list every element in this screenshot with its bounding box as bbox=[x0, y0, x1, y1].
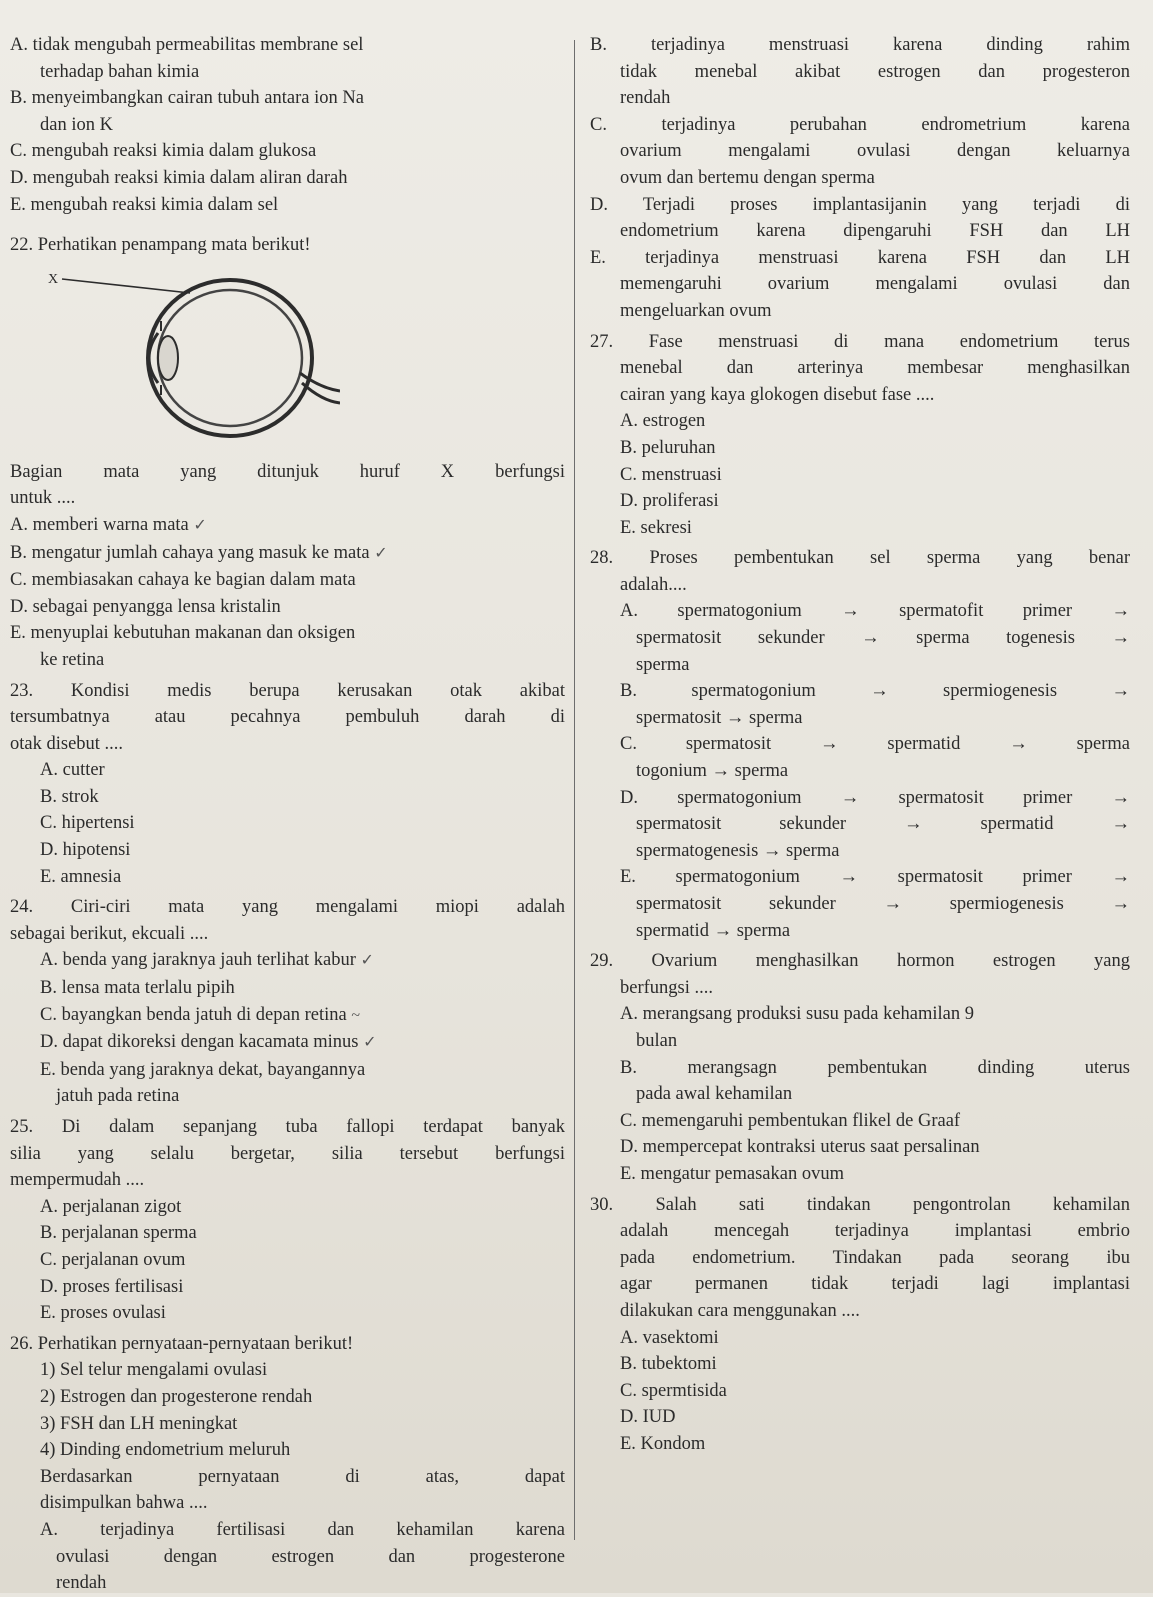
option-d bbox=[10, 1029, 565, 1057]
question-27 bbox=[590, 329, 1130, 542]
question-text-cont: untuk .... bbox=[10, 488, 76, 509]
option-b-cont: tidak menebal akibat estrogen dan progesteron bbox=[620, 61, 1130, 82]
question-stem-cont: cairan yang kaya glokogen disebut fase .... bbox=[620, 384, 935, 405]
question-stem-cont: agar permanen tidak terjadi lagi implantasi bbox=[620, 1274, 1130, 1295]
question-24 bbox=[10, 894, 565, 1110]
option-b: B. perjalanan sperma bbox=[40, 1223, 197, 1244]
option-e: E. Kondom bbox=[620, 1433, 706, 1454]
option-a-cont: rendah bbox=[56, 1573, 107, 1594]
option-d: D. proses fertilisasi bbox=[40, 1276, 184, 1297]
eye-cross-section-figure bbox=[40, 263, 565, 453]
option-c: C. spermtisida bbox=[620, 1380, 727, 1401]
option-a-cont: sperma bbox=[636, 654, 690, 675]
question-stem-cont: menebal dan arterinya membesar menghasilkan bbox=[620, 358, 1130, 379]
option-a bbox=[10, 512, 565, 540]
question-stem: 27. Fase menstruasi di mana endometrium terus bbox=[590, 331, 1130, 352]
option-e-cont: jatuh pada retina bbox=[56, 1086, 180, 1107]
option-a-cont: terhadap bahan kimia bbox=[40, 61, 200, 82]
pointer-label-x: X bbox=[48, 271, 59, 287]
question-stem: 30. Salah sati tindakan pengontrolan kehamilan bbox=[590, 1194, 1130, 1215]
option-e: E. amnesia bbox=[40, 866, 122, 887]
option-c: C. memengaruhi pembentukan flikel de Graaf bbox=[620, 1110, 961, 1131]
question-stem-cont: pada endometrium. Tindakan pada seorang ibu bbox=[620, 1247, 1130, 1268]
question-stem-cont: mempermudah .... bbox=[10, 1170, 145, 1191]
option-d: D. IUD bbox=[620, 1407, 676, 1428]
question-23 bbox=[10, 678, 565, 891]
option-a-text: A. memberi warna mata bbox=[10, 514, 189, 535]
option-e-cont: spermatosit sekunder → spermiogenesis → bbox=[636, 894, 1130, 914]
option-c: C. terjadinya perubahan endrometrium karena bbox=[590, 114, 1130, 135]
question-text-cont: disimpulkan bahwa .... bbox=[40, 1493, 208, 1514]
option-e-cont: memengaruhi ovarium mengalami ovulasi dan bbox=[620, 274, 1130, 295]
question-stem-cont: otak disebut .... bbox=[10, 733, 124, 754]
option-a-cont: ovulasi dengan estrogen dan progesterone bbox=[56, 1546, 565, 1567]
option-a: A. cutter bbox=[40, 760, 105, 781]
option-c bbox=[10, 1002, 565, 1030]
option-e: E. mengubah reaksi kimia dalam sel bbox=[10, 194, 279, 215]
question-stem-cont: berfungsi .... bbox=[620, 977, 713, 998]
option-c: C. mengubah reaksi kimia dalam glukosa bbox=[10, 141, 317, 162]
question-stem: 23. Kondisi medis berupa kerusakan otak akibat bbox=[10, 680, 565, 701]
option-d-cont: spermatosit sekunder → spermatid → bbox=[636, 814, 1130, 835]
question-stem-cont: dilakukan cara menggunakan .... bbox=[620, 1300, 860, 1321]
option-b: B. strok bbox=[40, 786, 99, 807]
eye-diagram bbox=[40, 263, 340, 453]
option-d-cont: spermatogenesis → sperma bbox=[636, 840, 840, 861]
option-d-cont: endometrium karena dipengaruhi FSH dan LH bbox=[620, 221, 1130, 242]
question-stem: 28. Proses pembentukan sel sperma yang benar bbox=[590, 548, 1130, 569]
question-stem-cont: adalah.... bbox=[620, 574, 687, 595]
option-a-text: A. benda yang jaraknya jauh terlihat kabur bbox=[40, 950, 356, 971]
question-30 bbox=[590, 1192, 1130, 1458]
option-e-cont: mengeluarkan ovum bbox=[620, 300, 772, 321]
question-29 bbox=[590, 948, 1130, 1187]
column-divider bbox=[574, 40, 575, 1540]
question-stem-cont: tersumbatnya atau pecahnya pembuluh darah di bbox=[10, 707, 565, 728]
statement-3: 3) FSH dan LH meningkat bbox=[40, 1413, 238, 1434]
question-stem-cont: adalah mencegah terjadinya implantasi embrio bbox=[620, 1221, 1130, 1242]
statement-4: 4) Dinding endometrium meluruh bbox=[40, 1440, 291, 1461]
left-column bbox=[10, 32, 565, 1597]
option-d: D. proliferasi bbox=[620, 491, 719, 512]
tilde-mark-icon: ~ bbox=[351, 1006, 360, 1024]
option-e: E. menyuplai kebutuhan makanan dan oksigen bbox=[10, 623, 356, 644]
option-b: B. spermatogonium → spermiogenesis → bbox=[620, 681, 1130, 702]
option-c-text: C. bayangkan benda jatuh di depan retina bbox=[40, 1004, 347, 1025]
question-22 bbox=[10, 232, 565, 673]
check-mark-icon: ✓ bbox=[193, 516, 207, 534]
option-b-cont: pada awal kehamilan bbox=[636, 1084, 793, 1105]
option-d: D. sebagai penyangga lensa kristalin bbox=[10, 596, 281, 617]
option-b-cont: dan ion K bbox=[40, 114, 113, 135]
question-stem-cont: sebagai berikut, ekcuali .... bbox=[10, 923, 209, 944]
option-e: E. proses ovulasi bbox=[40, 1303, 166, 1324]
option-a-cont: spermatosit sekunder → sperma togenesis → bbox=[636, 628, 1130, 649]
question-26 bbox=[10, 1331, 565, 1597]
question-text: Bagian mata yang ditunjuk huruf X berfungsi bbox=[10, 461, 565, 482]
right-column bbox=[590, 32, 1130, 1457]
option-e: E. mengatur pemasakan ovum bbox=[620, 1163, 844, 1184]
option-a: A. spermatogonium → spermatofit primer → bbox=[620, 601, 1130, 622]
statement-1: 1) Sel telur mengalami ovulasi bbox=[40, 1360, 268, 1381]
option-b-text: B. mengatur jumlah cahaya yang masuk ke mata bbox=[10, 542, 370, 563]
option-d: D. spermatogonium → spermatosit primer → bbox=[620, 787, 1130, 808]
option-b: B. tubektomi bbox=[620, 1354, 717, 1375]
option-b: B. menyeimbangkan cairan tubuh antara ion Na bbox=[10, 88, 364, 109]
q21-options bbox=[10, 32, 565, 218]
question-stem-cont: silia yang selalu bergetar, silia tersebut berfungsi bbox=[10, 1143, 565, 1164]
option-c-cont: ovum dan bertemu dengan sperma bbox=[620, 167, 875, 188]
option-d: D. mengubah reaksi kimia dalam aliran darah bbox=[10, 167, 348, 188]
option-b: B. lensa mata terlalu pipih bbox=[40, 978, 235, 999]
option-b-cont: rendah bbox=[620, 88, 671, 109]
option-a: A. perjalanan zigot bbox=[40, 1196, 182, 1217]
question-25 bbox=[10, 1114, 565, 1327]
option-c: C. hipertensi bbox=[40, 813, 135, 834]
option-c-cont: togonium → sperma bbox=[636, 761, 789, 782]
option-e: E. spermatogonium → spermatosit primer → bbox=[620, 867, 1130, 888]
option-b bbox=[10, 540, 565, 568]
option-c: C. perjalanan ovum bbox=[40, 1249, 186, 1270]
option-a: A. tidak mengubah permeabilitas membrane sel bbox=[10, 35, 364, 55]
option-a bbox=[10, 947, 565, 975]
option-e: E. terjadinya menstruasi karena FSH dan LH bbox=[590, 247, 1130, 268]
option-c-cont: ovarium mengalami ovulasi dengan keluarnya bbox=[620, 141, 1130, 162]
option-b: B. peluruhan bbox=[620, 437, 716, 458]
option-e: E. benda yang jaraknya dekat, bayangannya bbox=[40, 1059, 366, 1080]
check-mark-icon: ✓ bbox=[374, 544, 388, 562]
option-e: E. sekresi bbox=[620, 517, 692, 538]
option-a: A. estrogen bbox=[620, 411, 706, 432]
option-a: A. terjadinya fertilisasi dan kehamilan karena bbox=[40, 1519, 565, 1540]
question-stem: 24. Ciri-ciri mata yang mengalami miopi adalah bbox=[10, 897, 565, 918]
option-b: B. terjadinya menstruasi karena dinding rahim bbox=[590, 35, 1130, 55]
question-text: Berdasarkan pernyataan di atas, dapat bbox=[40, 1466, 565, 1487]
question-28 bbox=[590, 545, 1130, 944]
question-stem: 22. Perhatikan penampang mata berikut! bbox=[10, 235, 311, 256]
option-c: C. menstruasi bbox=[620, 464, 722, 485]
option-b-cont: spermatosit → sperma bbox=[636, 707, 803, 728]
check-mark-icon: ✓ bbox=[360, 952, 374, 970]
option-c: C. membiasakan cahaya ke bagian dalam mata bbox=[10, 570, 356, 591]
option-d: D. hipotensi bbox=[40, 840, 131, 861]
option-a-cont: bulan bbox=[636, 1030, 678, 1051]
option-e-cont: spermatid → sperma bbox=[636, 920, 791, 941]
question-stem: 29. Ovarium menghasilkan hormon estrogen yang bbox=[590, 951, 1130, 972]
question-stem: 26. Perhatikan pernyataan-pernyataan berikut! bbox=[10, 1333, 354, 1354]
option-e-cont: ke retina bbox=[40, 649, 105, 670]
q26-options-continued bbox=[590, 32, 1130, 325]
option-b: B. merangsagn pembentukan dinding uterus bbox=[620, 1057, 1130, 1078]
check-mark-icon: ✓ bbox=[363, 1034, 377, 1052]
option-d: D. Terjadi proses implantasijanin yang terjadi di bbox=[590, 194, 1130, 215]
option-d-text: D. dapat dikoreksi dengan kacamata minus bbox=[40, 1032, 359, 1053]
question-stem: 25. Di dalam sepanjang tuba fallopi terdapat banyak bbox=[10, 1117, 565, 1137]
option-a: A. vasektomi bbox=[620, 1327, 719, 1348]
option-d: D. mempercepat kontraksi uterus saat persalinan bbox=[620, 1137, 980, 1158]
statement-2: 2) Estrogen dan progesterone rendah bbox=[40, 1386, 313, 1407]
option-a: A. merangsang produksi susu pada kehamilan 9 bbox=[620, 1004, 974, 1025]
option-c: C. spermatosit → spermatid → sperma bbox=[620, 734, 1130, 755]
